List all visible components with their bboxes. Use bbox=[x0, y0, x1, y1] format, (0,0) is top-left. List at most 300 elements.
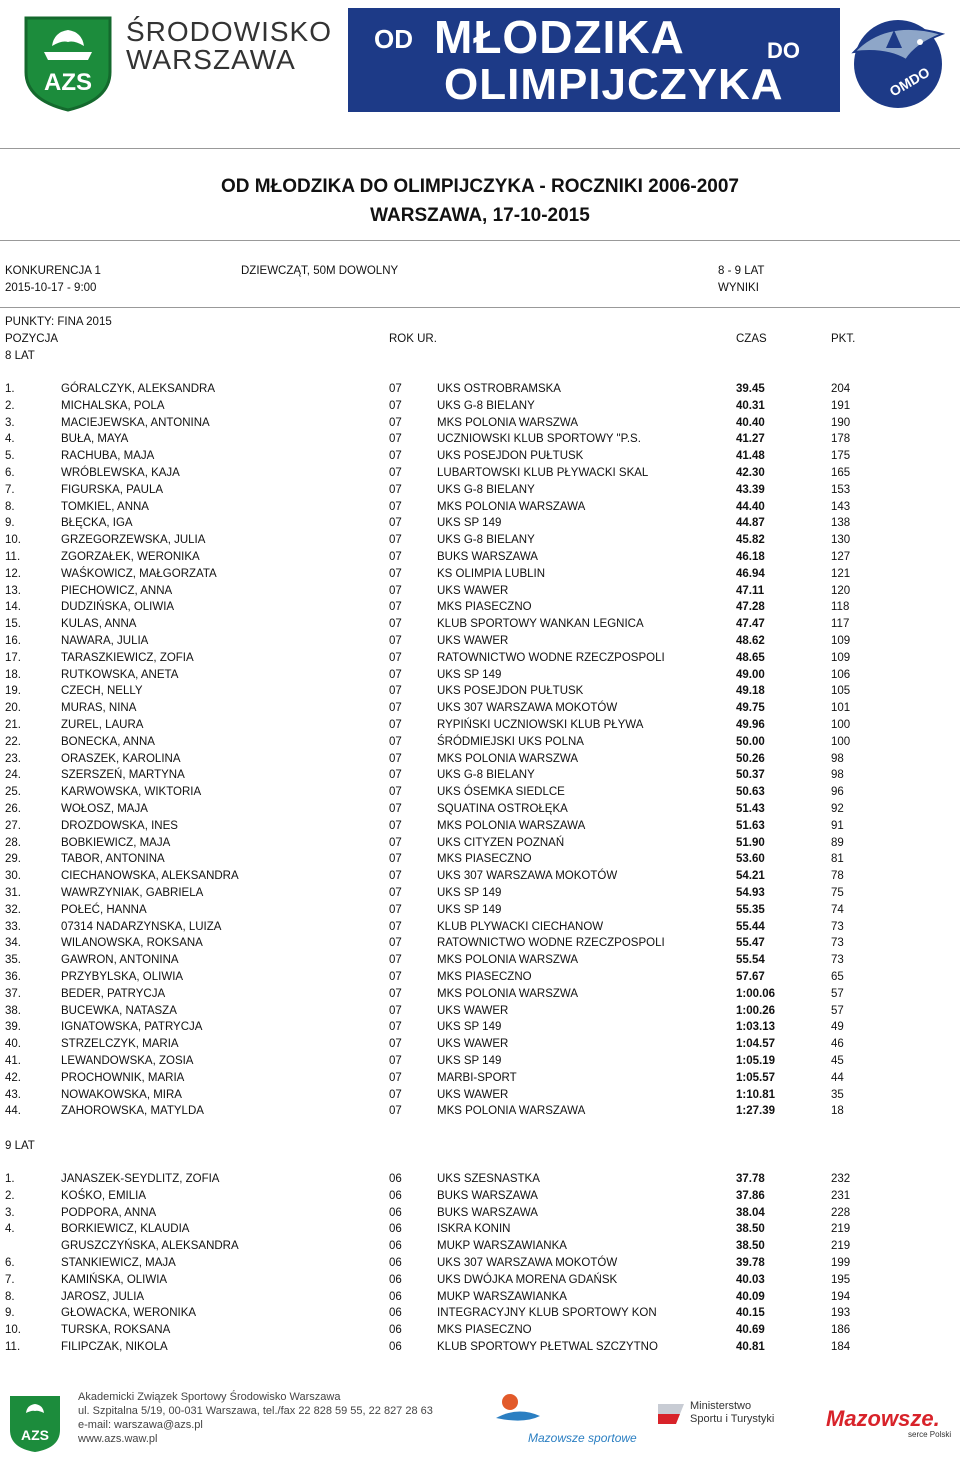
table-row bbox=[0, 1072, 960, 1089]
row-position: 41. bbox=[5, 1055, 21, 1067]
footer-email: e-mail: warszawa@azs.pl bbox=[78, 1419, 203, 1431]
table-row bbox=[0, 417, 960, 434]
row-time: 1:27.39 bbox=[736, 1105, 776, 1118]
row-position: 3. bbox=[5, 1206, 15, 1219]
row-position: 21. bbox=[5, 719, 21, 731]
row-time: 55.35 bbox=[736, 903, 765, 916]
row-club: LUBARTOWSKI KLUB PŁYWACKI SKAL bbox=[437, 467, 649, 479]
row-points: 74 bbox=[831, 903, 844, 916]
row-position: 6. bbox=[5, 467, 15, 479]
banner-mlodzika: MŁODZIKA bbox=[434, 11, 685, 63]
table-row bbox=[0, 618, 960, 635]
row-birth-year: 07 bbox=[389, 1021, 402, 1034]
row-points: 186 bbox=[831, 1324, 851, 1337]
table-row bbox=[0, 971, 960, 988]
row-club: MKS PIASECZNO bbox=[437, 971, 532, 983]
row-time: 49.18 bbox=[736, 685, 765, 698]
ministry-flag-icon bbox=[656, 1400, 686, 1426]
row-points: 65 bbox=[831, 971, 844, 983]
row-points: 57 bbox=[831, 987, 844, 1000]
table-row bbox=[0, 1105, 960, 1122]
table-row bbox=[0, 450, 960, 467]
row-club: UKS WAWER bbox=[437, 1038, 509, 1051]
row-birth-year: 06 bbox=[389, 1290, 402, 1303]
row-position: 32. bbox=[5, 903, 21, 916]
row-birth-year: 07 bbox=[389, 685, 402, 698]
event-banner bbox=[348, 8, 840, 112]
row-time: 45.82 bbox=[736, 534, 765, 547]
row-name: KAMIŃSKA, OLIWIA bbox=[61, 1273, 168, 1286]
row-name: GÓRALCZYK, ALEKSANDRA bbox=[61, 383, 216, 395]
row-name: CZECH, NELLY bbox=[61, 685, 143, 698]
row-position: 6. bbox=[5, 1257, 15, 1269]
table-row bbox=[0, 769, 960, 786]
row-birth-year: 06 bbox=[389, 1307, 402, 1320]
row-name: BOBKIEWICZ, MAJA bbox=[61, 836, 171, 849]
row-time: 46.94 bbox=[736, 567, 765, 580]
row-points: 232 bbox=[831, 1173, 851, 1185]
divider bbox=[0, 307, 960, 308]
table-row bbox=[0, 753, 960, 770]
table-row bbox=[0, 551, 960, 568]
row-points: 96 bbox=[831, 786, 844, 799]
row-position: 1. bbox=[5, 383, 15, 395]
row-club: MKS PIASECZNO bbox=[437, 853, 532, 866]
table-row bbox=[0, 652, 960, 669]
table-row bbox=[0, 467, 960, 484]
row-time: 41.48 bbox=[736, 450, 765, 463]
row-name: POŁEĆ, HANNA bbox=[61, 903, 147, 916]
row-points: 105 bbox=[831, 685, 851, 698]
row-club: MARBI-SPORT bbox=[437, 1071, 517, 1084]
row-points: 100 bbox=[831, 735, 851, 748]
row-position: 11. bbox=[5, 551, 21, 563]
table-row bbox=[0, 1240, 960, 1257]
row-time: 38.50 bbox=[736, 1223, 765, 1236]
row-position: 2. bbox=[5, 1189, 15, 1202]
table-row bbox=[0, 988, 960, 1005]
row-club: UKS POSEJDON PUŁTUSK bbox=[437, 450, 584, 463]
competition-description: DZIEWCZĄT, 50M DOWOLNY bbox=[241, 265, 399, 277]
row-time: 1:05.19 bbox=[736, 1055, 776, 1067]
row-name: KOŚKO, EMILIA bbox=[61, 1189, 146, 1202]
row-time: 40.81 bbox=[736, 1341, 765, 1353]
row-name: WAWRZYNIAK, GABRIELA bbox=[61, 887, 204, 899]
row-position: 42. bbox=[5, 1071, 21, 1084]
row-birth-year: 06 bbox=[389, 1206, 402, 1219]
row-time: 1:04.57 bbox=[736, 1038, 776, 1051]
svg-text:OMDO: OMDO bbox=[886, 63, 933, 100]
row-birth-year: 07 bbox=[389, 836, 402, 849]
table-row bbox=[0, 484, 960, 501]
row-position: 26. bbox=[5, 803, 21, 815]
row-name: BUCEWKA, NATASZA bbox=[61, 1004, 177, 1017]
table-row bbox=[0, 1173, 960, 1190]
row-name: PROCHOWNIK, MARIA bbox=[61, 1071, 185, 1084]
row-club: MKS POLONIA WARSZWA bbox=[437, 416, 578, 429]
row-birth-year: 07 bbox=[389, 735, 402, 748]
table-row bbox=[0, 685, 960, 702]
row-club: MKS POLONIA WARSZWA bbox=[437, 954, 578, 967]
table-row bbox=[0, 1207, 960, 1224]
row-birth-year: 07 bbox=[389, 534, 402, 547]
row-position: 8. bbox=[5, 1290, 15, 1303]
row-birth-year: 07 bbox=[389, 819, 402, 832]
row-club: UKS ÓSEMKA SIEDLCE bbox=[437, 786, 565, 799]
row-birth-year: 07 bbox=[389, 483, 402, 496]
row-name: BONECKA, ANNA bbox=[61, 735, 155, 748]
brand-line-2: WARSZAWA bbox=[126, 44, 296, 75]
row-points: 191 bbox=[831, 399, 851, 412]
row-birth-year: 07 bbox=[389, 416, 402, 429]
ministry-line-1: Ministerstwo bbox=[690, 1400, 752, 1412]
row-birth-year: 07 bbox=[389, 870, 402, 883]
row-position: 22. bbox=[5, 735, 21, 748]
row-time: 40.09 bbox=[736, 1290, 765, 1303]
row-birth-year: 07 bbox=[389, 987, 402, 1000]
row-time: 40.69 bbox=[736, 1324, 765, 1337]
row-name: SZERSZEŃ, MARTYNA bbox=[61, 769, 185, 782]
row-name: MACIEJEWSKA, ANTONINA bbox=[61, 416, 210, 429]
table-row bbox=[0, 1274, 960, 1291]
row-time: 1:00.26 bbox=[736, 1004, 776, 1017]
row-time: 38.04 bbox=[736, 1206, 765, 1219]
points-system: PUNKTY: FINA 2015 bbox=[5, 316, 112, 328]
row-name: KARWOWSKA, WIKTORIA bbox=[61, 786, 202, 799]
row-position: 27. bbox=[5, 819, 21, 832]
age-range: 8 - 9 LAT bbox=[718, 265, 765, 277]
row-points: 46 bbox=[831, 1038, 844, 1051]
row-points: 91 bbox=[831, 819, 844, 832]
row-name: ZAHOROWSKA, MATYLDA bbox=[61, 1105, 204, 1118]
row-position: 7. bbox=[5, 483, 15, 496]
row-club: ISKRA KONIN bbox=[437, 1223, 511, 1236]
row-position: 7. bbox=[5, 1273, 15, 1286]
row-birth-year: 07 bbox=[389, 887, 402, 899]
row-club: UKS SP 149 bbox=[437, 903, 502, 916]
row-time: 53.60 bbox=[736, 853, 765, 866]
row-time: 51.43 bbox=[736, 803, 765, 815]
row-birth-year: 07 bbox=[389, 786, 402, 799]
banner-olimpijczyka: OLIMPIJCZYKA bbox=[444, 60, 784, 109]
table-row bbox=[0, 501, 960, 518]
row-points: 184 bbox=[831, 1341, 851, 1353]
row-points: 117 bbox=[831, 618, 850, 631]
row-points: 165 bbox=[831, 467, 851, 479]
row-name: TABOR, ANTONINA bbox=[61, 853, 165, 866]
brand-line-1: ŚRODOWISKO bbox=[126, 16, 333, 47]
row-points: 143 bbox=[831, 500, 851, 513]
row-position: 19. bbox=[5, 685, 21, 698]
row-birth-year: 07 bbox=[389, 383, 402, 395]
row-club: MUKP WARSZAWIANKA bbox=[437, 1290, 567, 1303]
table-row bbox=[0, 820, 960, 837]
row-club: UKS 307 WARSZAWA MOKOTÓW bbox=[437, 702, 618, 715]
row-club: UKS SP 149 bbox=[437, 1055, 502, 1067]
row-name: WOŁOSZ, MAJA bbox=[61, 803, 148, 815]
row-birth-year: 07 bbox=[389, 853, 402, 866]
ministry-logo bbox=[656, 1400, 774, 1426]
row-birth-year: 07 bbox=[389, 1105, 402, 1118]
row-club: UKS WAWER bbox=[437, 1088, 509, 1101]
table-row bbox=[0, 1257, 960, 1274]
row-name: GRUSZCZYŃSKA, ALEKSANDRA bbox=[61, 1240, 239, 1253]
ministry-line-2: Sportu i Turystyki bbox=[690, 1413, 775, 1425]
row-time: 49.00 bbox=[736, 668, 765, 681]
row-club: MKS POLONIA WARSZAWA bbox=[437, 500, 586, 513]
divider bbox=[0, 240, 960, 241]
row-time: 1:03.13 bbox=[736, 1021, 776, 1034]
row-points: 92 bbox=[831, 803, 844, 815]
row-club: UKS SP 149 bbox=[437, 668, 502, 681]
row-points: 106 bbox=[831, 668, 851, 681]
azs-footer-logo-icon bbox=[8, 1394, 62, 1454]
row-position: 10. bbox=[5, 1324, 21, 1337]
row-birth-year: 07 bbox=[389, 937, 402, 950]
row-club: MKS POLONIA WARSZWA bbox=[437, 987, 578, 1000]
row-birth-year: 07 bbox=[389, 1004, 402, 1017]
column-header-time: CZAS bbox=[736, 333, 767, 345]
row-birth-year: 06 bbox=[389, 1189, 402, 1202]
table-row bbox=[0, 383, 960, 400]
row-points: 73 bbox=[831, 937, 844, 950]
swimmer-logo-icon bbox=[488, 1388, 637, 1454]
table-row bbox=[0, 837, 960, 854]
row-position: 2. bbox=[5, 399, 15, 412]
row-points: 118 bbox=[831, 601, 850, 614]
row-time: 40.15 bbox=[736, 1307, 765, 1320]
row-points: 73 bbox=[831, 920, 844, 933]
row-club: UKS SZESNASTKA bbox=[437, 1173, 540, 1185]
row-club: UKS SP 149 bbox=[437, 1021, 502, 1034]
row-points: 98 bbox=[831, 769, 844, 782]
row-points: 199 bbox=[831, 1257, 851, 1269]
row-name: WAŚKOWICZ, MAŁGORZATA bbox=[61, 567, 217, 580]
row-name: NOWAKOWSKA, MIRA bbox=[61, 1088, 182, 1101]
row-time: 55.54 bbox=[736, 954, 765, 967]
table-row bbox=[0, 1021, 960, 1038]
row-club: MKS POLONIA WARSZAWA bbox=[437, 819, 586, 832]
row-points: 204 bbox=[831, 383, 851, 395]
banner-od: OD bbox=[374, 24, 413, 54]
row-time: 39.78 bbox=[736, 1257, 765, 1269]
row-position: 29. bbox=[5, 853, 21, 866]
row-points: 231 bbox=[831, 1189, 851, 1202]
row-points: 98 bbox=[831, 752, 844, 765]
table-row bbox=[0, 433, 960, 450]
row-position: 40. bbox=[5, 1038, 21, 1051]
table-row bbox=[0, 786, 960, 803]
row-club: SQUATINA OSTROŁĘKA bbox=[437, 803, 568, 815]
row-club: INTEGRACYJNY KLUB SPORTOWY KON bbox=[437, 1307, 657, 1320]
row-position: 25. bbox=[5, 786, 21, 799]
row-club: UKS POSEJDON PUŁTUSK bbox=[437, 685, 584, 698]
row-club: UCZNIOWSKI KLUB SPORTOWY "P.S. bbox=[437, 433, 641, 446]
row-position: 43. bbox=[5, 1088, 21, 1101]
row-time: 39.45 bbox=[736, 383, 765, 395]
row-points: 81 bbox=[831, 853, 844, 866]
row-points: 109 bbox=[831, 635, 851, 647]
row-birth-year: 07 bbox=[389, 651, 402, 664]
footer-website: www.azs.waw.pl bbox=[78, 1433, 158, 1445]
table-row bbox=[0, 1307, 960, 1324]
row-birth-year: 07 bbox=[389, 399, 402, 412]
row-name: PRZYBYLSKA, OLIWIA bbox=[61, 971, 184, 983]
row-position: 35. bbox=[5, 954, 21, 967]
svg-text:AZS: AZS bbox=[21, 1427, 49, 1443]
row-points: 138 bbox=[831, 517, 851, 530]
row-birth-year: 07 bbox=[389, 567, 402, 580]
row-club: RATOWNICTWO WODNE RZECZPOSPOLI bbox=[437, 651, 665, 664]
row-position: 23. bbox=[5, 752, 21, 765]
row-time: 57.67 bbox=[736, 971, 765, 983]
row-time: 47.28 bbox=[736, 601, 765, 614]
row-club: UKS G-8 BIELANY bbox=[437, 534, 535, 547]
row-time: 50.26 bbox=[736, 752, 765, 765]
row-club: KS OLIMPIA LUBLIN bbox=[437, 567, 546, 580]
banner-do: DO bbox=[767, 38, 800, 63]
brand-text bbox=[126, 18, 332, 74]
row-birth-year: 06 bbox=[389, 1223, 402, 1236]
row-birth-year: 07 bbox=[389, 1071, 402, 1084]
table-row bbox=[0, 803, 960, 820]
row-time: 55.44 bbox=[736, 920, 765, 933]
row-birth-year: 07 bbox=[389, 618, 402, 631]
row-points: 194 bbox=[831, 1290, 851, 1303]
row-time: 48.62 bbox=[736, 635, 765, 647]
row-time: 48.65 bbox=[736, 651, 765, 664]
footer-org-name: Akademicki Związek Sportowy Środowisko Warszawa bbox=[78, 1391, 341, 1403]
row-time: 54.93 bbox=[736, 887, 765, 899]
row-name: WRÓBLEWSKA, KAJA bbox=[61, 467, 180, 479]
row-name: ORASZEK, KAROLINA bbox=[61, 752, 181, 765]
row-name: BUŁA, MAYA bbox=[61, 433, 129, 446]
row-time: 44.87 bbox=[736, 517, 765, 530]
row-time: 43.39 bbox=[736, 483, 765, 496]
row-position: 30. bbox=[5, 870, 21, 883]
row-points: 100 bbox=[831, 719, 851, 731]
row-birth-year: 07 bbox=[389, 903, 402, 916]
row-time: 41.27 bbox=[736, 433, 765, 446]
column-header-points: PKT. bbox=[831, 333, 856, 345]
row-birth-year: 07 bbox=[389, 752, 402, 765]
table-row bbox=[0, 937, 960, 954]
row-time: 49.75 bbox=[736, 702, 765, 715]
row-points: 35 bbox=[831, 1088, 844, 1101]
table-row bbox=[0, 568, 960, 585]
table-row bbox=[0, 853, 960, 870]
row-birth-year: 07 bbox=[389, 635, 402, 647]
group-label-8: 8 LAT bbox=[5, 350, 35, 362]
table-row bbox=[0, 517, 960, 534]
row-name: ZUREL, LAURA bbox=[61, 719, 144, 731]
row-club: UKS WAWER bbox=[437, 635, 509, 647]
row-club: MKS PIASECZNO bbox=[437, 601, 532, 614]
row-name: TURSKA, ROKSANA bbox=[61, 1324, 171, 1337]
row-time: 55.47 bbox=[736, 937, 765, 950]
page-footer bbox=[0, 1384, 960, 1460]
table-row bbox=[0, 736, 960, 753]
mazowsze-logo: Mazowsze. bbox=[826, 1406, 940, 1431]
row-birth-year: 07 bbox=[389, 584, 402, 597]
row-club: UKS G-8 BIELANY bbox=[437, 399, 535, 412]
svg-text:AZS: AZS bbox=[44, 69, 92, 96]
divider bbox=[0, 148, 960, 149]
row-time: 51.90 bbox=[736, 836, 765, 849]
table-row bbox=[0, 635, 960, 652]
column-header-position: POZYCJA bbox=[5, 333, 59, 345]
table-row bbox=[0, 1291, 960, 1308]
azs-logo-icon bbox=[18, 12, 118, 112]
row-points: 101 bbox=[831, 702, 851, 715]
row-name: JANASZEK-SEYDLITZ, ZOFIA bbox=[61, 1173, 220, 1185]
row-position: 8. bbox=[5, 500, 15, 513]
row-club: UKS SP 149 bbox=[437, 887, 502, 899]
row-club: UKS 307 WARSZAWA MOKOTÓW bbox=[437, 870, 618, 883]
row-position: 9. bbox=[5, 517, 15, 530]
row-time: 49.96 bbox=[736, 719, 765, 731]
row-points: 18 bbox=[831, 1105, 844, 1118]
row-birth-year: 06 bbox=[389, 1341, 402, 1353]
row-name: BEDER, PATRYCJA bbox=[61, 987, 166, 1000]
row-position: 37. bbox=[5, 987, 21, 1000]
row-position: 14. bbox=[5, 601, 21, 614]
row-points: 175 bbox=[831, 450, 851, 463]
row-time: 37.86 bbox=[736, 1189, 765, 1202]
results-label: WYNIKI bbox=[718, 282, 759, 294]
row-birth-year: 07 bbox=[389, 551, 402, 563]
row-club: MUKP WARSZAWIANKA bbox=[437, 1240, 567, 1253]
row-club: UKS OSTROBRAMSKA bbox=[437, 383, 561, 395]
row-name: BORKIEWICZ, KLAUDIA bbox=[61, 1223, 190, 1236]
row-position: 28. bbox=[5, 836, 21, 849]
row-points: 121 bbox=[831, 567, 851, 580]
row-club: MKS PIASECZNO bbox=[437, 1324, 532, 1337]
row-birth-year: 07 bbox=[389, 601, 402, 614]
row-position: 31. bbox=[5, 887, 21, 899]
row-position: 16. bbox=[5, 635, 21, 647]
row-club: UKS DWÓJKA MORENA GDAŃSK bbox=[437, 1273, 618, 1286]
footer-address-line: ul. Szpitalna 5/19, 00-031 Warszawa, tel./fax 22 828 59 55, 22 827 28 63 bbox=[78, 1405, 433, 1417]
row-points: 120 bbox=[831, 584, 851, 597]
row-club: KLUB PLYWACKI CIECHANOW bbox=[437, 920, 604, 933]
row-club: BUKS WARSZAWA bbox=[437, 1189, 538, 1202]
row-club: MKS POLONIA WARSZWA bbox=[437, 752, 578, 765]
row-points: 178 bbox=[831, 433, 851, 446]
row-points: 57 bbox=[831, 1004, 844, 1017]
competition-number: KONKURENCJA 1 bbox=[5, 265, 101, 277]
row-points: 130 bbox=[831, 534, 851, 547]
row-club: UKS WAWER bbox=[437, 584, 509, 597]
row-position: 24. bbox=[5, 769, 21, 782]
table-row bbox=[0, 921, 960, 938]
row-birth-year: 07 bbox=[389, 467, 402, 479]
table-row bbox=[0, 1055, 960, 1072]
row-club: BUKS WARSZAWA bbox=[437, 1206, 538, 1219]
row-name: LEWANDOWSKA, ZOSIA bbox=[61, 1055, 194, 1067]
row-birth-year: 06 bbox=[389, 1257, 402, 1269]
row-name: DUDZIŃSKA, OLIWIA bbox=[61, 601, 175, 614]
row-club: ŚRÓDMIEJSKI UKS POLNA bbox=[437, 735, 584, 748]
row-name: BŁĘCKA, IGA bbox=[61, 517, 133, 530]
row-birth-year: 07 bbox=[389, 668, 402, 681]
row-name: WILANOWSKA, ROKSANA bbox=[61, 937, 203, 950]
row-position: 12. bbox=[5, 567, 21, 580]
row-club: UKS CITYZEN POZNAŃ bbox=[437, 836, 565, 849]
row-time: 44.40 bbox=[736, 500, 765, 513]
row-name: MICHALSKA, POLA bbox=[61, 399, 165, 412]
table-row bbox=[0, 1038, 960, 1055]
